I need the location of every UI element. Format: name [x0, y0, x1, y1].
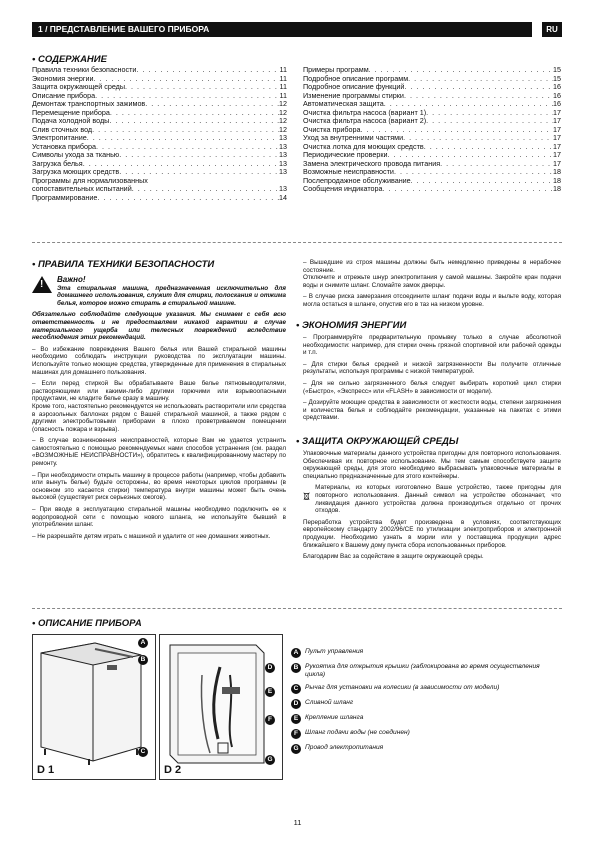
toc-entry-page: 17 [553, 117, 561, 125]
toc-entry-title: Описание прибора [32, 91, 96, 100]
toc-leader-dots [388, 151, 554, 160]
toc-entry-page: 17 [553, 108, 561, 117]
legend-item [291, 648, 561, 658]
toc-entry [303, 126, 561, 135]
safety-heading: • ПРАВИЛА ТЕХНИКИ БЕЗОПАСНОСТИ [32, 259, 215, 270]
toc-leader-dots [404, 92, 553, 101]
page-number: 11 [293, 818, 302, 827]
recycling-note [303, 484, 561, 514]
legend-key-badge: C [291, 684, 301, 694]
callout-e: E [265, 687, 275, 697]
toc-entry [32, 160, 287, 169]
toc-leader-dots [87, 134, 279, 143]
toc-entry-page: 12 [279, 100, 287, 108]
toc-entry-title: Перемещение прибора [32, 108, 110, 117]
toc-entry [303, 185, 561, 194]
legend-key-badge: D [291, 699, 301, 709]
safety-left-text [32, 276, 286, 544]
washing-machine-rear-illustration [160, 635, 282, 779]
section-header-bar: 1 / ПРЕДСТАВЛЕНИЕ ВАШЕГО ПРИБОРА [32, 22, 532, 37]
toc-leader-dots [92, 126, 279, 135]
toc-entry [303, 177, 561, 186]
toc-entry-page: 15 [553, 66, 561, 74]
toc-entry-page: 18 [553, 168, 561, 176]
environment-text [303, 450, 561, 565]
toc-entry [303, 168, 561, 177]
toc-leader-dots [426, 117, 553, 126]
toc-entry-title: Электропитание [32, 134, 87, 142]
toc-leader-dots [110, 109, 279, 118]
toc-entry-title: Сообщения индикатора [303, 185, 383, 193]
safety-right-text [303, 259, 561, 313]
environment-paragraph: Упаковочные материалы данного устройства пригодны для повторного использования. Обеспечивая их повторное использование. Мы тем самым способствуете защите окружающей среды, для этого необходимо выбрасывать упаковочные материалы в специально предназначенные для этого контейнеры. [303, 450, 561, 480]
safety-paragraph: – В случае риска замерзания отсоедините шланг подачи воды и выльте воду, которая могла остаться в шланге, опустив его в таз на низком уровне. [303, 293, 561, 308]
toc-entry-title: Демонтаж транспортных зажимов [32, 100, 146, 108]
toc-entry-title: Подача холодной воды [32, 117, 110, 125]
toc-entry-title: сопоставительных испытаний [32, 185, 132, 193]
toc-entry-page: 18 [553, 185, 561, 193]
energy-paragraph: – Дозируйте моющие средства в зависимости от жесткости воды, степени загрязнения и количества белья и соблюдайте рекомендации, указанные на пакетах с этими средствами. [303, 399, 561, 422]
toc-entry [32, 100, 287, 109]
legend-item [291, 699, 561, 709]
toc-entry [32, 168, 287, 177]
toc-entry-title: Очистка фильтра насоса (вариант 2) [303, 117, 427, 125]
toc-entry [303, 75, 561, 84]
toc-leader-dots [119, 168, 279, 177]
toc-entry [32, 185, 287, 194]
legend-item [291, 714, 561, 724]
toc-entry-title: Программирование [32, 193, 98, 202]
callout-f: F [265, 715, 275, 725]
toc-entry-page: 15 [553, 74, 561, 83]
toc-entry-page: 16 [553, 100, 561, 108]
toc-leader-dots [96, 143, 279, 152]
toc-entry-page: 16 [553, 91, 561, 100]
safety-paragraph: – При необходимости открыть машину в процессе работы (например, чтобы добавить или вынуть белье) будьте осторожны, во время некоторых циклов программы (в основном это касается стирки) температура внутри машины может быть очень высокой (существует риск серьезных ожогов). [32, 471, 286, 502]
toc-entry [303, 83, 561, 92]
energy-paragraph: – Для стирки белья средней и низкой загрязненности Вы получите отличные результаты, используя программы с низкой температурой. [303, 360, 561, 376]
toc-entry-page: 12 [279, 108, 287, 117]
toc-entry [303, 151, 561, 160]
toc-entry-title: Очистка лотка для моющих средств [303, 142, 424, 151]
toc-entry-title: Слив сточных вод [32, 125, 93, 134]
toc-leader-dots [394, 168, 553, 177]
toc-entry-page: 13 [279, 134, 287, 142]
toc-leader-dots [404, 83, 553, 92]
legend-key-badge: A [291, 648, 301, 658]
warning-text: Эта стиральная машина, предназначенная исключительно для домашнего использования, служит для стирки, полоскания и отжима белья, которое можно стирать в стиральной машине. [57, 284, 286, 307]
toc-entry [303, 100, 561, 109]
toc-entry-page: 13 [279, 159, 287, 168]
legend-text: Провод электропитания [305, 743, 384, 751]
toc-entry-title: Загрузка белья [32, 159, 83, 168]
toc-entry [303, 92, 561, 101]
safety-paragraph: – Во избежание повреждения Вашего белья или Вашей стиральной машины необходимо соблюдать инструкции руководства по эксплуатации машины. Используйте только моющие средства, утвержденные для применения в стиральных машинах для домашнего пользования. [32, 345, 286, 376]
toc-entry [32, 134, 287, 143]
callout-c: C [138, 747, 148, 757]
toc-entry [32, 75, 287, 84]
toc-leader-dots [83, 160, 279, 169]
toc-entry-title: Замена электрического провода питания [303, 159, 441, 168]
toc-leader-dots [97, 194, 279, 203]
energy-text [303, 334, 561, 426]
toc-leader-dots [408, 75, 553, 84]
toc-entry-page: 11 [279, 74, 287, 83]
toc-leader-dots [411, 177, 553, 186]
toc-leader-dots [424, 143, 553, 152]
toc-entry-title: Очистка прибора [303, 125, 361, 134]
language-badge: RU [542, 22, 562, 37]
toc-leader-dots [403, 134, 553, 143]
legend-text: Рычаг для установки на колесики (в зависимости от модели) [305, 683, 500, 691]
toc-entry [32, 151, 287, 160]
toc-entry-page: 17 [553, 151, 561, 159]
toc-entry-title: Подробное описание функций [303, 83, 405, 91]
toc-entry-page: 11 [279, 91, 287, 100]
toc-entry-title: Загрузка моющих средств [32, 168, 120, 176]
safety-paragraph: – Вышедшие из строя машины должны быть немедленно приведены в нерабочее состояние. [303, 259, 561, 274]
environment-paragraph: Благодарим Вас за содействие в защите окружающей среды. [303, 553, 484, 561]
toc-entry-page: 17 [553, 142, 561, 151]
safety-paragraph: – В случае возникновения неисправностей, которые Вам не удается устранить самостоятельно с помощью рекомендуемых нами способов устранения (см. раздел «ВОЗМОЖНЫЕ НЕИСПРАВНОСТИ»), обратитесь к квалифицированному мастеру по ремонту. [32, 437, 286, 468]
environment-paragraph: Материалы, из которых изготовлено Ваше устройство, также пригодны для повторного использования. Данный символ на устройстве обозначает, что ликвидация данного устройства должна производиться отдельно от прочих отходов. [315, 484, 561, 515]
toc-entry [303, 160, 561, 169]
toc-leader-dots [369, 66, 553, 75]
warning-title: Важно! [57, 275, 86, 284]
divider [32, 242, 562, 243]
toc-leader-dots [95, 92, 279, 101]
warning-triangle-icon: ! [32, 276, 52, 293]
toc-entry-title: Программы для нормализованных [32, 176, 148, 185]
energy-paragraph: – Для не сильно загрязненного белья следует выбирать короткий цикл стирки («Быстро», «Экспресс» или «FLASH» в зависимости от модели). [303, 379, 561, 395]
safety-paragraph: – Не разрешайте детям играть с машиной и удалите от нее домашних животных. [32, 532, 271, 540]
toc-entry [303, 66, 561, 75]
legend-key-badge: G [291, 744, 301, 754]
legend-item [291, 663, 561, 679]
toc-entry-page: 11 [279, 83, 287, 91]
toc-entry [32, 66, 287, 75]
toc-entry-title: Установка прибора [32, 142, 96, 151]
toc-entry-title: Уход за внутренними частями [303, 134, 404, 142]
toc-entry-title: Послепродажное обслуживание [303, 176, 411, 185]
toc-entry-page: 12 [279, 125, 287, 134]
toc-entry-page: 17 [553, 134, 561, 142]
crossed-bin-icon [303, 484, 310, 508]
environment-paragraph: Переработка устройства будет произведена в условиях, соответствующих европейскому стандарту 2002/96/CE по утилизации электроприборов и электронной продукции. Необходимо узнать в мэрии или у поставщика продукции адрес ближайшего к Вашему дому пункта сбора использованных приборов. [303, 518, 561, 549]
toc-entry-title: Примеры программ [303, 66, 369, 74]
toc-leader-dots [119, 151, 279, 160]
figure-d2-label: D 2 [164, 764, 182, 776]
toc-entry [32, 83, 287, 92]
toc-leader-dots [383, 185, 553, 194]
toc-leader-dots [136, 66, 279, 75]
toc-entry-page: 14 [279, 193, 287, 202]
toc-entry-page: 17 [553, 159, 561, 168]
toc-leader-dots [93, 75, 279, 84]
toc-entry [32, 117, 287, 126]
toc-entry-page: 13 [279, 151, 287, 159]
toc-left-column [32, 66, 287, 202]
energy-paragraph: – Программируйте предварительную промывку только в случае абсолютной необходимости: например, для стирки очень грязной спортивной или рабочей одежды и т.п. [303, 334, 561, 357]
toc-entry [32, 194, 287, 203]
toc-entry-page: 12 [279, 117, 287, 125]
safety-paragraph: – При вводе в эксплуатацию стиральной машины необходимо подключить ее к водопроводной сети с помощью нового шланга, не используйте бывший в употреблении шланг. [32, 506, 286, 529]
legend-key-badge: B [291, 663, 301, 673]
toc-entry [303, 143, 561, 152]
legend-item [291, 684, 561, 694]
toc-entry-title: Защита окружающей среды [32, 83, 126, 91]
toc-entry-title: Подробное описание программ [303, 74, 409, 83]
toc-entry-title: Возможные неисправности [303, 168, 394, 176]
toc-entry-page: 11 [279, 66, 287, 74]
toc-entry-page: 13 [279, 168, 287, 176]
legend-key-badge: E [291, 714, 301, 724]
toc-entry [32, 143, 287, 152]
toc-entry-title: Очистка фильтра насоса (вариант 1) [303, 108, 427, 117]
callout-g: G [265, 755, 275, 765]
figure-d1 [32, 634, 156, 780]
toc-entry-title: Экономия энергии [32, 74, 94, 83]
legend-text: Шланг подачи воды (не соединен) [305, 728, 410, 736]
warning-box [32, 276, 286, 307]
safety-paragraph: Кроме того, настоятельно рекомендуется не использовать растворители или средства в аэрозольных баллонах рядом с Вашей стиральной машиной, а также рядом с другими электробытовыми приборами в плохо проветриваемом помещении (опасность пожара и взрыва). [32, 402, 287, 433]
toc-entry [303, 134, 561, 143]
figure-d1-label: D 1 [37, 764, 55, 776]
toc-leader-dots [384, 100, 553, 109]
callout-b: B [138, 655, 148, 665]
toc-entry-page: 13 [279, 142, 287, 151]
toc-entry [303, 109, 561, 118]
warning-text-2: Обязательно соблюдайте следующие указания. Мы снимаем с себя всю ответственность и не предоставляем никакой гарантии в случае материального ущерба или телесных повреждений вследствие несоблюдения этих рекомендаций. [32, 311, 286, 342]
toc-entry-page: 16 [553, 83, 561, 91]
toc-leader-dots [145, 100, 279, 109]
toc-heading: • СОДЕРЖАНИЕ [32, 54, 107, 65]
legend-key-badge: F [291, 729, 301, 739]
toc-entry [303, 117, 561, 126]
safety-paragraph: Отключите и отрежьте шнур электропитания у самой машины. Закройте кран подачи воды и снимите шланг. Сломайте замок дверцы. [303, 274, 561, 289]
legend-text: Пульт управления [305, 648, 364, 655]
figure-d2 [159, 634, 283, 780]
device-heading: • ОПИСАНИЕ ПРИБОРА [32, 618, 142, 629]
legend-text: Рукоятка для открытия крышки (заблокирована во время осуществления цикла) [305, 663, 540, 678]
toc-leader-dots [125, 83, 279, 92]
device-legend [291, 648, 561, 759]
toc-leader-dots [132, 185, 279, 194]
toc-entry-title: Автоматическая защита [303, 100, 384, 108]
callout-d: D [265, 663, 275, 673]
toc-entry [32, 92, 287, 101]
toc-entry-title: Символы ухода за тканью [32, 151, 120, 159]
legend-text: Крепление шланга [305, 713, 364, 721]
toc-entry-title: Правила техники безопасности [32, 66, 137, 74]
safety-paragraph: – Если перед стиркой Вы обрабатываете Ваше белье пятновыводителями, растворяющими или какими-либо другими горючими или взрывоопасными продуктами, не кладите белье сразу в машину. [32, 380, 286, 403]
toc-entry-title: Изменение программы стирки [303, 91, 404, 100]
legend-text: Сливной шланг [305, 698, 354, 706]
energy-heading: • ЭКОНОМИЯ ЭНЕРГИИ [296, 320, 407, 331]
divider [32, 608, 562, 609]
toc-leader-dots [426, 109, 553, 118]
toc-entry [32, 126, 287, 135]
legend-item [291, 744, 561, 754]
toc-entry-page: 13 [279, 185, 287, 193]
toc-entry [32, 177, 287, 186]
callout-a: A [138, 638, 148, 648]
toc-leader-dots [440, 160, 553, 169]
toc-leader-dots [361, 126, 553, 135]
toc-entry [32, 109, 287, 118]
toc-entry-page: 17 [553, 125, 561, 134]
toc-entry-page: 18 [553, 176, 561, 185]
toc-entry-title: Периодические проверки [303, 151, 388, 159]
toc-right-column [303, 66, 561, 194]
environment-heading: • ЗАЩИТА ОКРУЖАЮЩЕЙ СРЕДЫ [296, 436, 459, 447]
washing-machine-front-illustration [33, 635, 155, 779]
toc-leader-dots [109, 117, 279, 126]
legend-item [291, 729, 561, 739]
